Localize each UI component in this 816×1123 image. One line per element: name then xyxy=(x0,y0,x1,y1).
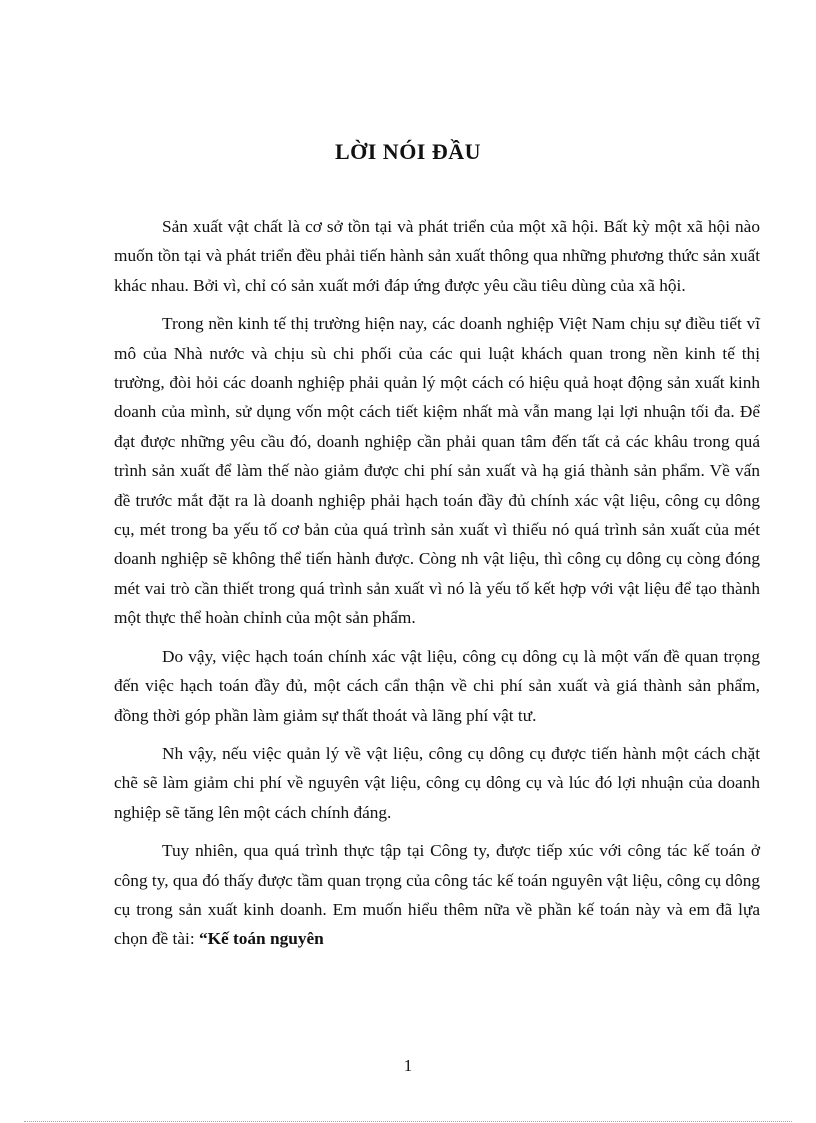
paragraph-2: Trong nền kinh tế thị trường hiện nay, các doanh nghiệp Việt Nam chịu sự điều tiết vĩ mô của Nhà nước và chịu sù chi phối của các qui luật khách quan trong nền kinh tế thị trường, đòi hỏi các doanh nghiệp phải quản lý một cách có hiệu quả hoạt động sản xuất kinh doanh của mình, sử dụng vốn một cách tiết kiệm nhất mà vẫn mang lại lợi nhuận tối đa. Để đạt được những yêu cầu đó, doanh nghiệp cần phải quan tâm đến tất cả các khâu trong quá trình sản xuất để làm thế nào giảm được chi phí sản xuất và hạ giá thành sản phẩm. Về vấn đề trước mắt đặt ra là doanh nghiệp phải hạch toán đầy đủ chính xác vật liệu, công cụ dông cụ, mét trong ba yếu tố cơ bản của quá trình sản xuất vì thiếu nó quá trình sản xuất của mét doanh nghiệp sẽ không thể tiến hành được. Còng nh vật liệu, thì công cụ dông cụ còng đóng mét vai trò cần thiết trong quá trình sản xuất vì nó là yếu tố kết hợp với vật liệu để tạo thành một thực thể hoàn chỉnh của một sản phẩm. xyxy=(114,314,760,628)
paragraph-4: Nh vậy, nếu việc quản lý về vật liệu, công cụ dông cụ được tiến hành một cách chặt chẽ sẽ làm giảm chi phí về nguyên vật liệu, công cụ dông cụ và lúc đó lợi nhuận của doanh nghiệp sẽ tăng lên một cách chính đáng. xyxy=(114,743,760,822)
page-title: LỜI NÓI ĐẦU xyxy=(334,139,482,164)
paragraph-1: Sản xuất vật chất là cơ sở tồn tại và phát triển của một xã hội. Bất kỳ một xã hội nào muốn tồn tại và phát triển đều phải tiến hành sản xuất thông qua những phương thức sản xuất khác nhau. Bởi vì, chỉ có sản xuất mới đáp ứng được yêu cầu tiêu dùng của xã hội. xyxy=(114,217,760,295)
page-number: 1 xyxy=(403,1056,413,1075)
document-body xyxy=(114,212,760,963)
footer-divider xyxy=(24,1121,792,1122)
paragraph-5 xyxy=(114,836,760,954)
thesis-topic: “Kế toán nguyên xyxy=(198,929,324,949)
paragraph-3: Do vậy, việc hạch toán chính xác vật liệu, công cụ dông cụ là một vấn đề quan trọng đến việc hạch toán đầy đủ, một cách cẩn thận về chi phí sản xuất và giá thành sản phẩm, đồng thời góp phần làm giảm sự thất thoát và lãng phí vật tư. xyxy=(114,646,760,725)
paragraph-5-text: Tuy nhiên, qua quá trình thực tập tại Công ty, được tiếp xúc với công tác kế toán ở công ty, qua đó thấy được tầm quan trọng của công tác kế toán nguyên vật liệu, công cụ dông cụ trong sản xuất kinh doanh. Em muốn hiểu thêm nữa về phần kế toán này và em đã lựa chọn đề tài: xyxy=(114,841,760,949)
